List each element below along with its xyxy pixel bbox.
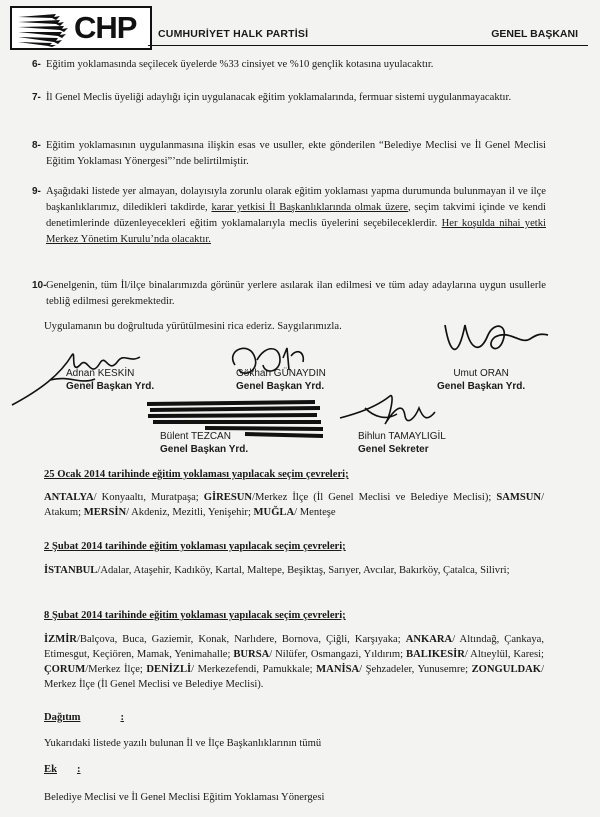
district-list: / Nilüfer, Osmangazi, Yıldırım; (269, 649, 407, 660)
list-item (32, 57, 546, 73)
signatory-title: Genel Başkan Yrd. (160, 444, 249, 455)
sender-title: GENEL BAŞKANI (491, 28, 578, 40)
province-name: BALIKESİR (406, 649, 465, 660)
list-item (32, 90, 546, 106)
signatory (160, 430, 248, 456)
district-list: / Akdeniz, Mezitli, Yenişehir; (126, 507, 254, 518)
distribution-colon: : (120, 712, 125, 723)
distribution-label (44, 710, 124, 725)
section-body (44, 490, 544, 520)
item-text: Genelgenin, tüm İl/ilçe binalarımızda görünür yerlere asılarak ilan edilmesi ve tüm aday adaylarına uygun usullerle tebliğ edilmesi gerekmektedir. (46, 280, 546, 307)
signatory (66, 367, 154, 393)
item-text: , seçim takvimi içinde ve kendi denetimlerinde düzenleyecekleri eğitim yoklamalarıyla meclis üyelerini seçebileceklerdir. (46, 202, 546, 229)
district-list: / Merkez İlçe (İl Genel Meclisi ve Belediye Meclisi). (44, 664, 545, 690)
province-name: İZMİR (44, 634, 77, 645)
province-name: GİRESUN (203, 492, 253, 503)
signatory-title: Genel Başkan Yrd. (236, 381, 325, 392)
item-text: Eğitim yoklamasında seçilecek üyelerde %33 cinsiyet ve %10 gençlik kotasına uyulacaktır. (46, 59, 434, 70)
section-heading: 2 Şubat 2014 tarihinde eğitim yoklaması yapılacak seçim çevreleri; (44, 541, 346, 552)
letterhead (0, 0, 600, 50)
district-list: / Atakum; (44, 492, 545, 518)
signatory (358, 430, 446, 456)
district-list: /Merkez İlçe; (85, 664, 147, 675)
list-item (32, 138, 546, 170)
district-list: / Menteşe (294, 507, 336, 518)
signatory (236, 367, 326, 393)
section-heading: 8 Şubat 2014 tarihinde eğitim yoklaması yapılacak seçim çevreleri; (44, 610, 346, 621)
province-name: MANİSA (316, 664, 360, 675)
signatory-title: Genel Sekreter (358, 444, 429, 455)
signatory-name: Adnan KESKİN (66, 368, 135, 379)
attachment-label-text: Ek (44, 764, 57, 775)
attachment-label (44, 762, 81, 777)
district-list: / Merkezefendi, Pamukkale; (191, 664, 317, 675)
province-name: MUĞLA (253, 507, 295, 518)
item-number: 10- (32, 280, 47, 291)
item-text-underlined: Her koşulda nihai yetki Merkez Yönetim Kurulu’nda olacaktır. (46, 218, 546, 245)
province-name: ZONGULDAK (471, 664, 542, 675)
district-list: /Adalar, Ataşehir, Kadıköy, Kartal, Maltepe, Beşiktaş, Sarıyer, Avcılar, Bakırköy, Çatalca, Silivri; (97, 565, 510, 576)
district-list: / Konyaaltı, Muratpaşa; (93, 492, 204, 503)
item-text: İl Genel Meclis üyeliği adaylığı için uygulanacak eğitim yoklamalarında, fermuar sistemi uygulanmayacaktır. (46, 92, 512, 103)
list-item (32, 184, 546, 248)
signatory-title: Genel Başkan Yrd. (437, 381, 526, 392)
province-name: ÇORUM (44, 664, 86, 675)
signatory-title: Genel Başkan Yrd. (66, 381, 155, 392)
item-number: 8- (32, 140, 41, 151)
item-number: 7- (32, 92, 41, 103)
logo-text: CHP (74, 10, 137, 45)
section-heading: 25 Ocak 2014 tarihinde eğitim yoklaması yapılacak seçim çevreleri; (44, 469, 349, 480)
item-text-underlined: karar yetkisi İl Başkanlıklarında olmak üzere (211, 202, 408, 213)
signature-oran (440, 315, 550, 370)
province-name: SAMSUN (496, 492, 542, 503)
province-name: MERSİN (83, 507, 127, 518)
district-list: / Şehzadeler, Yunusemre; (359, 664, 472, 675)
signatory (437, 367, 525, 393)
province-name: ANKARA (405, 634, 453, 645)
province-name: DENİZLİ (146, 664, 192, 675)
item-text: Aşağıdaki listede yer almayan, dolayısıyla zorunlu olarak eğitim yoklaması yapma durumunda bulunmayan il ve ilçe başkanlıklarımız, diledikleri takdirde, (46, 186, 546, 213)
province-name: İSTANBUL (44, 565, 98, 576)
six-arrows-icon (16, 12, 72, 44)
item-number: 6- (32, 59, 41, 70)
chp-logo (10, 6, 152, 50)
signatory-name: Umut ORAN (453, 368, 509, 379)
district-list: / Altındağ, Çankaya, Etimesgut, Keçiören, Mamak, Yenimahalle; (44, 634, 544, 660)
signatory-name: Bihlun TAMAYLIGİL (358, 431, 446, 442)
list-item (32, 278, 546, 310)
party-name: CUMHURİYET HALK PARTİSİ (158, 28, 309, 40)
province-name: ANTALYA (44, 492, 94, 503)
district-list: / Altıeylül, Karesi; (464, 649, 544, 660)
item-text: Eğitim yoklamasının uygulanmasına ilişkin esas ve usuller, ekte gönderilen “Belediye Meclisi ve İl Genel Meclisi Eğitim Yoklaması Yönergesi”’nde belirtilmiştir. (46, 140, 546, 167)
district-list: /Merkez İlçe (İl Genel Meclisi ve Belediye Meclisi); (252, 492, 497, 503)
attachment-text: Belediye Meclisi ve İl Genel Meclisi Eğitim Yoklaması Yönergesi (44, 792, 325, 803)
section-body (44, 632, 544, 692)
attachment-colon: : (76, 764, 81, 775)
closing-line: Uygulamanın bu doğrultuda yürütülmesini rica ederiz. Saygılarımızla. (44, 321, 342, 332)
distribution-text: Yukarıdaki listede yazılı bulunan İl ve İlçe Başkanlıklarının tümü (44, 738, 322, 749)
section-body (44, 563, 544, 578)
item-number: 9- (32, 186, 41, 197)
district-list: /Balçova, Buca, Gaziemir, Konak, Narlıdere, Bornova, Çiğli, Karşıyaka; (76, 634, 406, 645)
distribution-label-text: Dağıtım (44, 712, 81, 723)
signatory-name: Gökhan GÜNAYDIN (236, 368, 326, 379)
signatory-name: Bülent TEZCAN (160, 431, 231, 442)
header-rule (148, 45, 588, 46)
province-name: BURSA (233, 649, 270, 660)
signature-tamayligil (335, 388, 445, 433)
